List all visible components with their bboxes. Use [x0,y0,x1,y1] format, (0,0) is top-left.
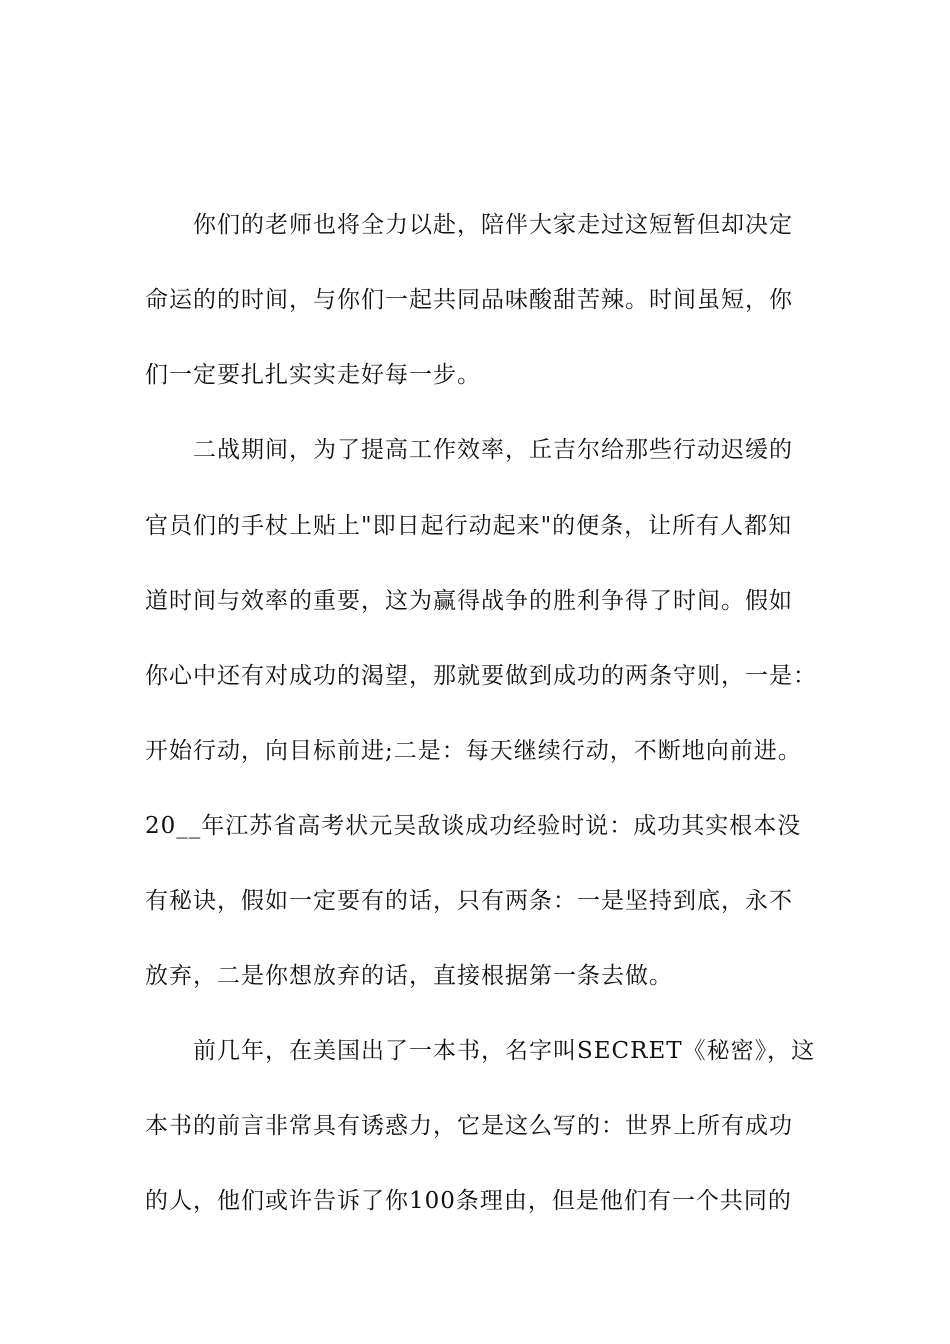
text-line: 官员们的手杖上贴上"即日起行动起来"的便条，让所有人都知 [145,513,793,539]
text-line: 有秘诀，假如一定要有的话，只有两条：一是坚持到底，永不 [145,888,793,914]
text-line: 开始行动，向目标前进;二是：每天继续行动，不断地向前进。 [145,738,802,764]
text-line: 道时间与效率的重要，这为赢得战争的胜利争得了时间。假如 [145,588,793,614]
text-line: 你们的老师也将全力以赴，陪伴大家走过这短暂但却决定 [193,212,793,238]
text-line: 的人，他们或许告诉了你100条理由，但是他们有一个共同的 [145,1188,792,1214]
text-line: 们一定要扎扎实实走好每一步。 [145,362,481,388]
text-line: 放弃，二是你想放弃的话，直接根据第一条去做。 [145,963,673,989]
text-line: 本书的前言非常具有诱惑力，它是这么写的：世界上所有成功 [145,1113,793,1139]
text-line: 你心中还有对成功的渴望，那就要做到成功的两条守则，一是： [145,663,817,689]
text-line: 20__年江苏省高考状元吴敌谈成功经验时说：成功其实根本没 [145,813,802,839]
text-line: 前几年，在美国出了一本书，名字叫SECRET《秘密》，这 [193,1038,816,1064]
text-line: 命运的的时间，与你们一起共同品味酸甜苦辣。时间虽短，你 [145,287,793,313]
text-line: 二战期间，为了提高工作效率，丘吉尔给那些行动迟缓的 [193,437,793,463]
